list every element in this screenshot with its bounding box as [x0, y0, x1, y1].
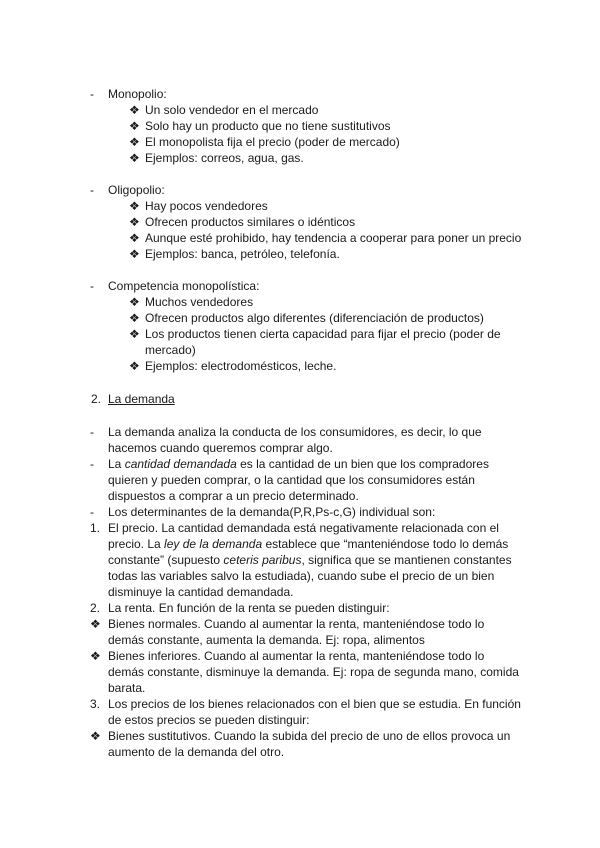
paragraph-line: disminuye la cantidad demandada. — [108, 585, 294, 599]
italic-term: ceteris paribus — [223, 553, 302, 567]
text-run: La — [108, 457, 125, 471]
dash-marker: - — [90, 183, 94, 197]
paragraph-line — [108, 536, 508, 552]
list-number: 1. — [90, 521, 101, 535]
bullet-marker: ❖ — [129, 327, 140, 341]
bullet-marker: ❖ — [90, 617, 101, 631]
bullet-marker: ❖ — [129, 311, 140, 325]
oligopolio-item: Hay pocos vendedores — [145, 199, 268, 213]
competencia-item-continued: mercado) — [145, 343, 196, 357]
paragraph-line: quieren y pueden comprar, o la cantidad que los consumidores están — [108, 473, 475, 487]
text-run: constante” (supuesto — [108, 553, 224, 567]
bullet-marker: ❖ — [129, 359, 140, 373]
text-run: precio. La — [108, 537, 165, 551]
paragraph-line: demás constante, disminuye la demanda. Ej: ropa de segunda mano, comida — [108, 665, 519, 679]
paragraph-line: demás constante, aumenta la demanda. Ej: ropa, alimentos — [108, 633, 425, 647]
paragraph-line: aumento de la demanda del otro. — [108, 745, 285, 759]
paragraph-line: Bienes sustitutivos. Cuando la subida del precio de uno de ellos provoca un — [108, 729, 511, 743]
monopolio-title: Monopolio: — [108, 87, 167, 101]
bullet-marker: ❖ — [90, 729, 101, 743]
italic-term: cantidad demandada — [124, 457, 237, 471]
oligopolio-item: Aunque esté prohibido, hay tendencia a cooperar para poner un precio — [145, 231, 522, 245]
text-run: , significa que se mantienen constantes — [301, 553, 512, 567]
monopolio-item: Un solo vendedor en el mercado — [145, 103, 319, 117]
bullet-marker: ❖ — [129, 151, 140, 165]
bullet-marker: ❖ — [129, 295, 140, 309]
paragraph-line: La demanda analiza la conducta de los consumidores, es decir, lo que — [108, 425, 482, 439]
monopolio-item: Ejemplos: correos, agua, gas. — [145, 151, 304, 165]
list-number: 3. — [90, 697, 101, 711]
paragraph-line: El precio. La cantidad demandada está negativamente relacionada con el — [108, 521, 499, 535]
monopolio-item: El monopolista fija el precio (poder de mercado) — [145, 135, 400, 149]
competencia-item: Ejemplos: electrodomésticos, leche. — [145, 359, 337, 373]
paragraph-line: de estos precios se pueden distinguir: — [108, 713, 310, 727]
oligopolio-item: Ejemplos: banca, petróleo, telefonía. — [145, 247, 340, 261]
paragraph-line: Bienes normales. Cuando al aumentar la renta, manteniéndose todo lo — [108, 617, 485, 631]
competencia-item: Los productos tienen cierta capacidad para fijar el precio (poder de — [145, 327, 501, 341]
bullet-marker: ❖ — [129, 215, 140, 229]
text-run: establece que “manteniéndose todo lo demás — [262, 537, 509, 551]
paragraph-line: La renta. En función de la renta se pueden distinguir: — [108, 601, 390, 615]
section-title: La demanda — [108, 392, 175, 406]
italic-term: ley de la demanda — [164, 537, 263, 551]
dash-marker: - — [90, 457, 94, 471]
list-number: 2. — [90, 601, 101, 615]
paragraph-line — [108, 456, 489, 472]
paragraph-line: barata. — [108, 681, 146, 695]
paragraph-line: todas las variables salvo la estudiada), cuando sube el precio de un bien — [108, 569, 495, 583]
paragraph-line: Bienes inferiores. Cuando al aumentar la renta, manteniéndose todo lo — [108, 649, 485, 663]
competencia-item: Muchos vendedores — [145, 295, 254, 309]
section-number: 2. — [91, 392, 102, 406]
bullet-marker: ❖ — [129, 247, 140, 261]
paragraph-line: Los precios de los bienes relacionados con el bien que se estudia. En función — [108, 697, 521, 711]
dash-marker: - — [90, 279, 94, 293]
dash-marker: - — [90, 425, 94, 439]
paragraph-line — [108, 552, 512, 568]
bullet-marker: ❖ — [90, 649, 101, 663]
dash-marker: - — [90, 505, 94, 519]
paragraph-line: dispuestos a comprar a un precio determinado. — [108, 489, 359, 503]
bullet-marker: ❖ — [129, 135, 140, 149]
bullet-marker: ❖ — [129, 103, 140, 117]
oligopolio-title: Oligopolio: — [108, 183, 165, 197]
bullet-marker: ❖ — [129, 199, 140, 213]
dash-marker: - — [90, 87, 94, 101]
text-run: es la cantidad de un bien que los compradores — [236, 457, 489, 471]
bullet-marker: ❖ — [129, 231, 140, 245]
competencia-item: Ofrecen productos algo diferentes (diferenciación de productos) — [145, 311, 484, 325]
bullet-marker: ❖ — [129, 119, 140, 133]
oligopolio-item: Ofrecen productos similares o idénticos — [145, 215, 356, 229]
monopolio-item: Solo hay un producto que no tiene sustitutivos — [145, 119, 391, 133]
paragraph-line: hacemos cuando queremos comprar algo. — [108, 441, 333, 455]
competencia-title: Competencia monopolística: — [108, 279, 260, 293]
paragraph-line: Los determinantes de la demanda(P,R,Ps-c,G) individual son: — [108, 505, 436, 519]
